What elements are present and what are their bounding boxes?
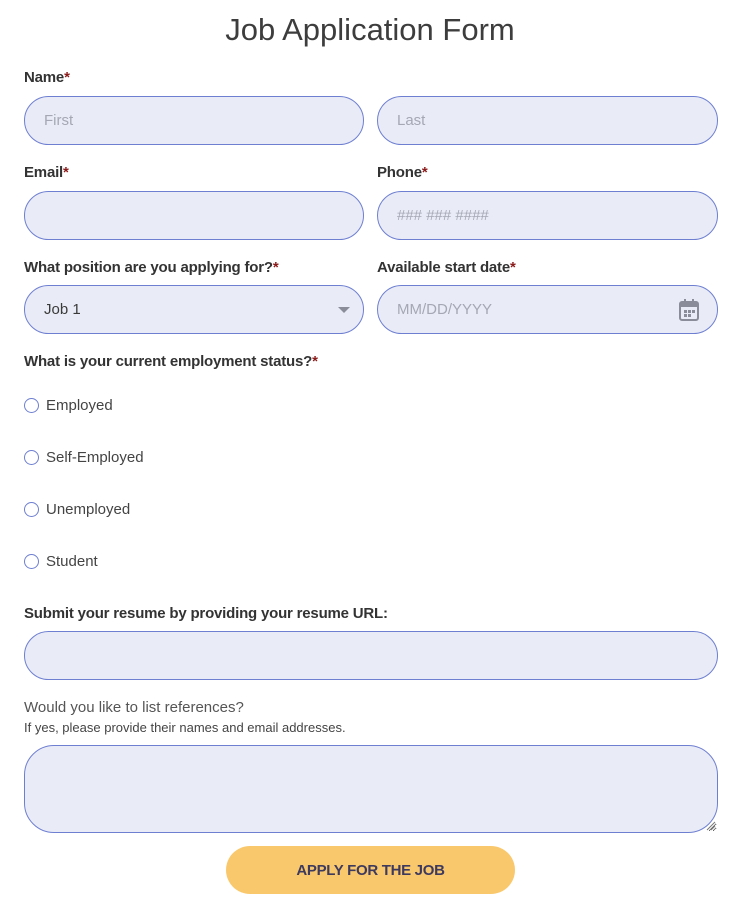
radio-button[interactable] — [24, 450, 39, 465]
email-input[interactable] — [24, 191, 364, 240]
last-name-input[interactable] — [377, 96, 718, 145]
radio-button[interactable] — [24, 554, 39, 569]
position-selected-value: Job 1 — [44, 301, 81, 318]
position-required-mark: * — [272, 259, 279, 276]
phone-label — [377, 164, 427, 181]
phone-required-mark: * — [421, 164, 428, 181]
name-label-text: Name — [24, 69, 65, 86]
employment-status-required-mark: * — [312, 353, 318, 370]
calendar-icon[interactable] — [678, 298, 700, 322]
chevron-down-icon — [338, 307, 350, 313]
radio-option-student[interactable] — [24, 551, 98, 571]
references-label: Would you like to list references? — [24, 699, 244, 716]
name-label — [24, 69, 70, 86]
references-textarea[interactable] — [24, 745, 718, 833]
radio-option-label: Employed — [46, 396, 113, 414]
position-label-text: What position are you applying for? — [24, 259, 273, 276]
radio-option-employed[interactable] — [24, 395, 113, 415]
radio-option-self-employed[interactable] — [24, 447, 144, 467]
start-date-input[interactable] — [377, 285, 718, 334]
references-sublabel: If yes, please provide their names and email addresses. — [24, 720, 346, 735]
radio-option-label: Unemployed — [46, 500, 131, 518]
employment-status-label — [24, 353, 318, 370]
start-date-required-mark: * — [510, 259, 516, 276]
resize-grip-icon[interactable] — [706, 821, 716, 831]
position-select[interactable] — [24, 285, 364, 334]
email-label-text: Email — [24, 164, 64, 181]
phone-label-text: Phone — [377, 164, 422, 181]
radio-button[interactable] — [24, 502, 39, 517]
radio-option-label: Self-Employed — [46, 448, 144, 466]
name-required-mark: * — [64, 69, 70, 86]
resume-label: Submit your resume by providing your resume URL: — [24, 605, 388, 622]
position-label — [24, 259, 278, 276]
radio-button[interactable] — [24, 398, 39, 413]
resume-url-input[interactable] — [24, 631, 718, 680]
radio-option-label: Student — [46, 552, 98, 570]
email-required-mark: * — [63, 164, 69, 181]
apply-button[interactable]: APPLY FOR THE JOB — [226, 846, 515, 894]
page-title: Job Application Form — [225, 12, 515, 47]
radio-option-unemployed[interactable] — [24, 499, 130, 519]
phone-input[interactable] — [377, 191, 718, 240]
email-label — [24, 164, 69, 181]
employment-status-label-text: What is your current employment status? — [24, 353, 313, 370]
first-name-input[interactable] — [24, 96, 364, 145]
start-date-placeholder: MM/DD/YYYY — [397, 301, 493, 318]
start-date-label — [377, 259, 516, 276]
start-date-label-text: Available start date — [377, 259, 510, 276]
